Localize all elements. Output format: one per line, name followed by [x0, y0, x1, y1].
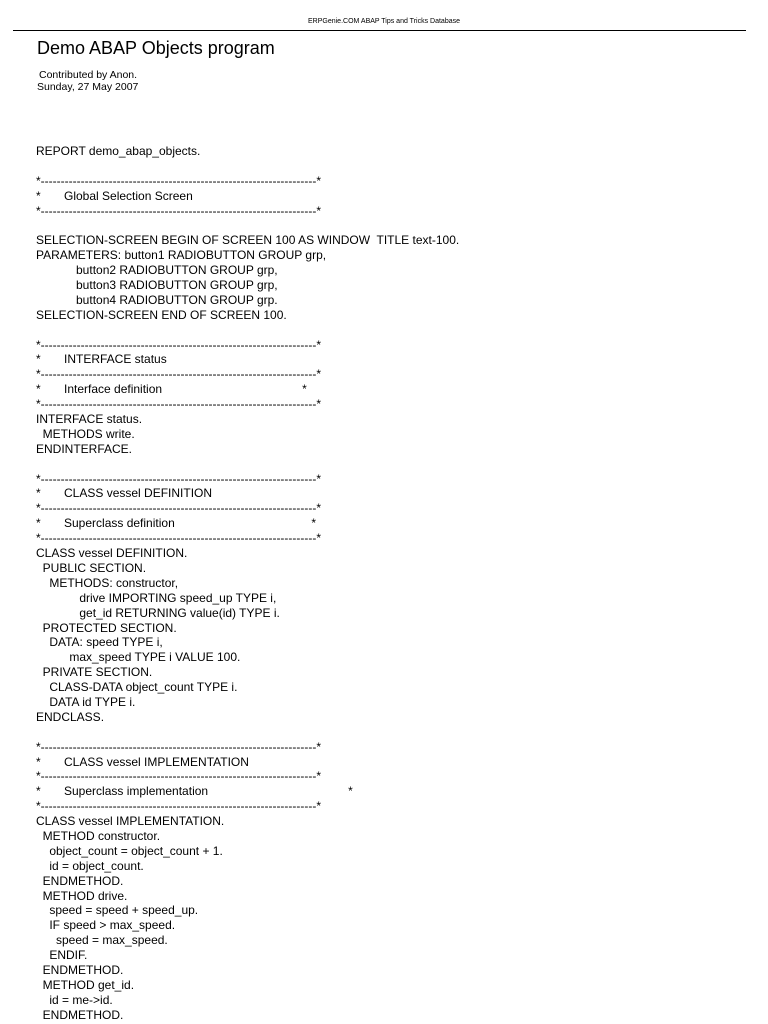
code-line: ENDIF.: [36, 948, 88, 963]
code-line: CLASS vessel IMPLEMENTATION.: [36, 814, 225, 829]
code-line: * CLASS vessel DEFINITION: [36, 486, 213, 501]
code-line: *---------------------------------------------------------------------*: [36, 397, 322, 412]
code-line: *---------------------------------------------------------------------*: [36, 739, 322, 754]
code-line: *---------------------------------------------------------------------*: [36, 337, 322, 352]
code-line: * Global Selection Screen: [36, 188, 193, 203]
code-line: ENDCLASS.: [36, 709, 105, 724]
code-line: * CLASS vessel IMPLEMENTATION: [36, 754, 249, 769]
code-line: *---------------------------------------------------------------------*: [36, 471, 322, 486]
code-line: PRIVATE SECTION.: [36, 665, 153, 680]
code-line: *---------------------------------------------------------------------*: [36, 531, 322, 546]
code-line: * Superclass implementation *: [36, 784, 353, 799]
code-line: *---------------------------------------------------------------------*: [36, 173, 322, 188]
code-line: IF speed > max_speed.: [36, 918, 176, 933]
code-line: ENDINTERFACE.: [36, 441, 133, 456]
code-line: *---------------------------------------------------------------------*: [36, 501, 322, 516]
code-line: METHODS: constructor,: [36, 575, 179, 590]
code-line: METHOD drive.: [36, 888, 128, 903]
code-line: id = me->id.: [36, 992, 113, 1007]
header-site-label: ERPGenie.COM ABAP Tips and Tricks Database: [308, 18, 460, 25]
date-line: Sunday, 27 May 2007: [37, 81, 139, 93]
code-line: [36, 457, 459, 472]
document-meta: [37, 69, 138, 93]
code-line: [36, 218, 459, 233]
code-line: drive IMPORTING speed_up TYPE i,: [36, 590, 277, 605]
code-line: DATA id TYPE i.: [36, 694, 136, 709]
code-line: METHOD get_id.: [36, 977, 135, 992]
code-line: PUBLIC SECTION.: [36, 560, 147, 575]
code-line: button4 RADIOBUTTON GROUP grp.: [36, 292, 278, 307]
code-line: button2 RADIOBUTTON GROUP grp,: [36, 263, 278, 278]
code-line: ENDMETHOD.: [36, 873, 124, 888]
code-line: CLASS-DATA object_count TYPE i.: [36, 680, 238, 695]
code-line: * Interface definition *: [36, 382, 307, 397]
code-line: button3 RADIOBUTTON GROUP grp,: [36, 278, 278, 293]
code-line: CLASS vessel DEFINITION.: [36, 546, 188, 561]
code-line: [36, 725, 459, 740]
code-line: speed = max_speed.: [36, 933, 168, 948]
code-line: *---------------------------------------------------------------------*: [36, 203, 322, 218]
code-line: METHODS write.: [36, 426, 135, 441]
code-line: ENDMETHOD.: [36, 1007, 124, 1022]
code-line: get_id RETURNING value(id) TYPE i.: [36, 605, 280, 620]
code-line: DATA: speed TYPE i,: [36, 635, 163, 650]
document-title: Demo ABAP Objects program: [37, 38, 275, 58]
code-line: INTERFACE status.: [36, 412, 143, 427]
code-line: *---------------------------------------------------------------------*: [36, 367, 322, 382]
code-listing: [36, 144, 459, 1023]
code-line: speed = speed + speed_up.: [36, 903, 199, 918]
code-line: PARAMETERS: button1 RADIOBUTTON GROUP grp,: [36, 248, 327, 263]
code-line: id = object_count.: [36, 858, 144, 873]
code-line: SELECTION-SCREEN BEGIN OF SCREEN 100 AS WINDOW TITLE text-100.: [36, 233, 460, 248]
code-line: * Superclass definition *: [36, 516, 317, 531]
code-line: SELECTION-SCREEN END OF SCREEN 100.: [36, 307, 287, 322]
code-line: ENDMETHOD.: [36, 962, 124, 977]
page-header: [0, 17, 768, 26]
code-line: * INTERFACE status: [36, 352, 167, 367]
code-line: max_speed TYPE i VALUE 100.: [36, 650, 241, 665]
code-line: METHOD constructor.: [36, 828, 161, 843]
header-divider: [13, 30, 746, 31]
code-line: [36, 323, 459, 338]
code-line: object_count = object_count + 1.: [36, 843, 223, 858]
code-line: *---------------------------------------------------------------------*: [36, 799, 322, 814]
code-line: REPORT demo_abap_objects.: [36, 144, 201, 158]
code-line: [36, 159, 459, 174]
contributor-line: Contributed by Anon.: [39, 69, 138, 81]
code-line: *---------------------------------------------------------------------*: [36, 769, 322, 784]
code-line: PROTECTED SECTION.: [36, 620, 177, 635]
